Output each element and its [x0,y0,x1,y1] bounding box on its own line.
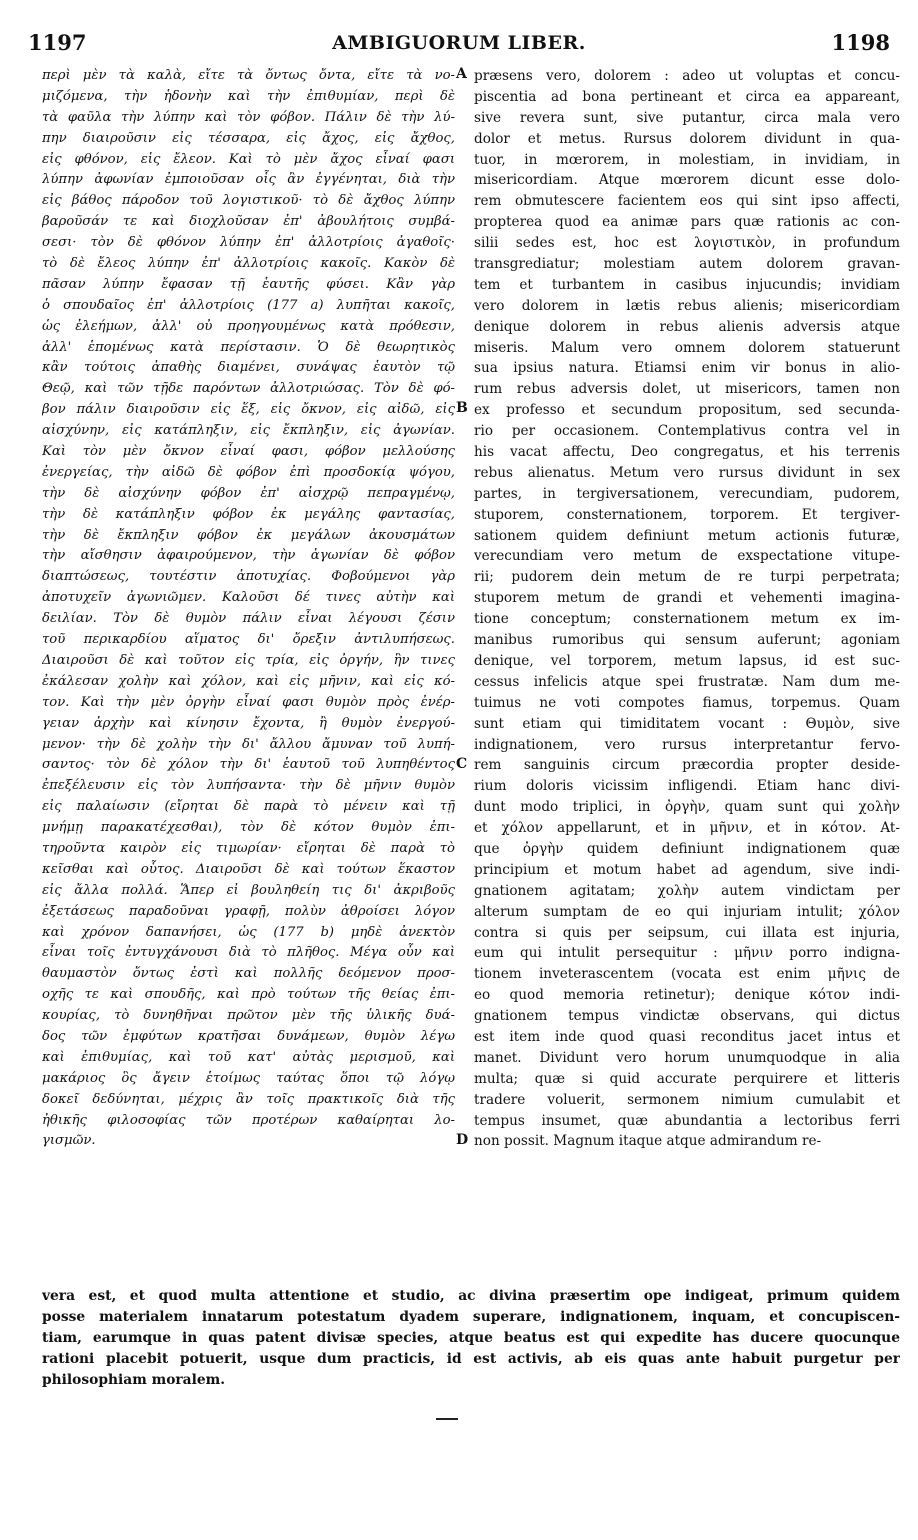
latin-text-line: partes, in tergiversationem, verecundiam, pudorem, [474,485,900,502]
greek-text-line: Διαιροῦσι δὲ καὶ τοῦτον εἰς τρία, εἰς ὀργήν, ἣν τινες [42,652,455,668]
greek-text-line: τὴν δὲ ἔκπληξιν φόβον ἐκ μεγάλων ἀκουσμάτων [42,527,455,543]
greek-text-line: δειλίαν. Τὸν δὲ θυμὸν πάλιν εἶναι λέγουσι ζέσιν [42,611,455,627]
greek-text-line: τηροῦντα καιρὸν εἰς τιμωρίαν· εἴρηται δὲ παρὰ τὸ [42,840,455,856]
margin-marker: B [456,400,468,417]
latin-text-line: his vacat affectu, Deo congregatus, et his terrenis [474,444,900,461]
latin-text-line: eum qui intulit persequitur : μῆνιν porro indigna- [474,945,900,962]
greek-text-line: εἶναι τοῖς ἐντυγχάνουσι διὰ τὸ πλῆθος. Μέγα οὖν καὶ [42,945,455,961]
latin-text-line: tione conceptum; consternationem metum ex im- [474,611,900,628]
latin-text-line: eo quod memoria retinetur); denique κότον indi- [474,987,900,1004]
full-text-line: rationi placebit potuerit, usque dum practicis, id est activis, ab eis quas ante habuit purgetur per [42,1350,900,1367]
latin-text-line: silii sedes est, hoc est λογιστικὸν, in profundum [474,235,900,252]
greek-text-line: τὴν δὲ αἰσχύνην φόβον ἐπ' αἰσχρῷ πεπραγμένῳ, [42,485,455,501]
greek-text-line: ἠθικῆς φιλοσοφίας τῶν προτέρων καθαίρηται λο- [42,1112,455,1128]
greek-text-line: ἐπεξέλευσιν εἰς τὸν λυπήσαντα· τὴν δὲ μῆνιν θυμὸν [42,778,455,794]
latin-text-line: verecundiam vero metum de exspectatione vitupe- [474,548,900,565]
greek-text-line: καὶ χρόνον δαπανήσει, ὡς (177 b) μηδὲ ἀνεκτὸν [42,924,455,940]
latin-text-line: rii; pudorem dein metum de re turpi perpetrata; [474,569,900,586]
greek-text-line: Καὶ τὸν μὲν ὄκνον εἶναί φασι, φόβον μελλούσης [42,444,455,460]
latin-text-line: piscentia ad bona pertineant et circa ea appareant, [474,88,900,105]
latin-text-line: manet. Dividunt vero horum unumquodque in alia [474,1049,900,1066]
greek-text-line: μνήμῃ παρακατέχεσθαι), τὸν δὲ κότον θυμὸν ἐπι- [42,820,455,836]
latin-text-line: tradere voluerit, sermonem nimium cumulabit et [474,1091,900,1108]
latin-text-line: rio per occasionem. Contemplativus contra vel in [474,423,900,440]
greek-column [42,66,455,1152]
greek-text-line: αἰσχύνην, εἰς κατάπληξιν, εἰς ἔκπληξιν, εἰς ἀγωνίαν. [42,423,455,439]
latin-text-line: misericordiam. Atque mœrorem dicunt esse dolo- [474,172,900,189]
greek-text-line: περὶ μὲν τὰ καλὰ, εἴτε τὰ ὄντως ὄντα, εἴτε τὰ νο- [42,68,455,83]
running-title: AMBIGUORUM LIBER. [332,32,586,54]
greek-text-line: διαπτώσεως, τουτέστιν ἀποτυχίας. Φοβούμενοι γὰρ [42,569,455,585]
latin-text-line: et χόλον appellarunt, et in μῆνιν, et in κότον. At- [474,820,900,837]
latin-text-line: sive revera sunt, sive putantur, circa mala vero [474,109,900,126]
greek-text-line: δοκεῖ δεδύνηται, μέχρις ἂν τοῖς πρακτικοῖς διὰ τῆς [42,1091,455,1107]
greek-text-line: οχῆς τε καὶ σπουδῆς, καὶ πρὸ τούτων τῆς θείας ἐπι- [42,987,455,1003]
greek-text-line: εἰς βάθος πάροδον τοῦ λογιστικοῦ· τὸ δὲ ἄχθος λύπην [42,193,455,209]
latin-text-line: non possit. Magnum itaque atque admirandum re- [474,1133,822,1150]
greek-text-line: λύπην ἀφωνίαν ἐμποιοῦσαν οἷς ἂν ἐγγένηται, διὰ τὴν [42,172,455,188]
page-number-right: 1198 [831,30,890,55]
latin-text-line: alterum sumptam de eo qui injuriam intulit; χόλον [474,903,900,920]
greek-text-line: τοῦ περικαρδίου αἵματος δι' ὄρεξιν ἀντιλυπήσεως. [42,632,455,648]
page-header [28,30,890,58]
latin-text-line: gnationem tempus vindictæ observans, qui dictus [474,1008,900,1025]
greek-text-line: εἰς ἄλλα πολλά. Ἅπερ εἰ βουληθείη τις δι' ἀκριβοῦς [42,882,455,898]
greek-text-line: τὴν δὲ κατάπληξιν φόβον ἐκ μεγάλης φαντασίας, [42,506,455,522]
latin-text-line: sua ipsius natura. Etiamsi enim vir bonus in alio- [474,360,900,377]
latin-text-line: rem obmutescere facientem eos qui sint ipso affecti, [474,193,900,210]
greek-text-line: ἐκάλεσαν χολὴν καὶ χόλον, καὶ εἰς μῆνιν, καὶ εἰς κό- [42,673,455,689]
greek-text-line: Θεῷ, καὶ τῶν τῇδε παρόντων ἀλλοτριώσας. Τὸν δὲ φό- [42,381,455,397]
greek-text-line: μενον· τὴν δὲ χολὴν τὴν δι' ἄλλου ἄμυναν τοῦ λυπή- [42,736,455,752]
greek-text-line: πᾶσαν λύπην ἔφασαν τῇ ἑαυτῆς φύσει. Κἂν γὰρ [42,276,455,292]
latin-text-line: præsens vero, dolorem : adeo ut voluptas et concu- [474,68,900,84]
greek-text-line: σαντος· τὸν δὲ χόλον τὴν δι' ἑαυτοῦ τοῦ λυπηθέντος [42,757,455,773]
latin-text-line: gnationem agitatam; χολὴν autem vindictam per [474,882,900,899]
latin-text-line: tuimus ne voti compotes fiamus, torpemus. Quam [474,694,900,711]
greek-text-line: γισμῶν. [42,1133,96,1149]
latin-text-line: rum rebus adversis dolet, ut misericors, tamen non [474,381,900,398]
latin-text-line: tionem inveterascentem (vocata est enim μῆνις de [474,966,900,983]
latin-text-line: ex professo et secundum propositum, sed secunda- [474,402,900,419]
greek-text-line: ἐξετάσεως παραδοῦναι γραφῇ, πολὺν ἀθροίσει λόγον [42,903,455,919]
greek-text-line: ἐνεργείας, τὴν αἰδῶ δὲ φόβον ἐπὶ προσδοκίᾳ ψόγου, [42,464,455,480]
latin-text-line: principium et motum habet ad agendum, sive indi- [474,861,900,878]
latin-text-line: denique dolorem in rebus alienis adversis atque [474,318,900,335]
greek-text-line: ἀλλ' ἑπομένως κατὰ περίστασιν. Ὁ δὲ θεωρητικὸς [42,339,455,355]
latin-text-line: stuporem, consternationem, torporem. Et tergiver- [474,506,900,523]
latin-text-line: contra si quis per seipsum, cui illata est injuria, [474,924,900,941]
greek-text-line: βαροῦσάν τε καὶ διοχλοῦσαν ἐπ' ἀβουλήτοις συμβά- [42,214,455,230]
full-width-paragraph [42,1286,900,1390]
latin-text-line: sunt etiam qui timiditatem vocant : Θυμὸν, sive [474,715,900,732]
full-text-line: vera est, et quod multa attentione et studio, ac divina præsertim ope indigeat, primum quidem [42,1288,900,1304]
latin-text-line: rebus alienatus. Metum vero rursus dividunt in sex [474,464,900,481]
greek-text-line: πην διαιροῦσιν εἰς τέσσαρα, εἰς ἄχος, εἰς ἄχθος, [42,130,455,146]
greek-text-line: βον πάλιν διαιροῦσιν εἰς ἕξ, εἰς ὄκνον, εἰς αἰδῶ, εἰς [42,402,455,418]
greek-text-line: σεσι· τὸν δὲ φθόνον λύπην ἐπ' ἀλλοτρίοις ἀγαθοῖς· [42,235,455,251]
latin-text-line: multa; quæ si quid accurate perquirere et litteris [474,1070,900,1087]
end-rule [436,1418,458,1420]
greek-text-line: μιζόμενα, τὴν ἡδονὴν καὶ τὴν ἐπιθυμίαν, περὶ δὲ [42,88,455,104]
page-number-left: 1197 [28,30,87,55]
margin-marker: A [456,66,467,82]
latin-text-line: miseris. Malum vero omnem dolorem statuerunt [474,339,900,356]
greek-text-line: κἂν τούτοις ἀπαθὴς διαμένει, συνάψας ἑαυτὸν τῷ [42,360,455,376]
latin-column [474,66,900,1152]
latin-text-line: est item inde quod quasi reconditus jacet intus et [474,1028,900,1045]
greek-text-line: δος τῶν ἐμφύτων κρατῆσαι δυνάμεων, θυμὸν λέγω [42,1028,455,1044]
greek-text-line: τὰ φαῦλα τὴν λύπην καὶ τὸν φόβον. Πάλιν δὲ τὴν λύ- [42,109,455,125]
greek-text-line: μακάριος ὃς ἄγειν ἑτοίμως ταύτας ὅποι τῷ λόγῳ [42,1070,455,1086]
greek-text-line: ἀποτυχεῖν ἀγωνιῶμεν. Καλοῦσι δέ τινες αὐτὴν καὶ [42,590,455,606]
latin-text-line: rem sanguinis circum præcordia propter deside- [474,757,900,774]
latin-text-line: vero dolorem in lætis rebus alienis; misericordiam [474,297,900,314]
margin-marker: C [456,755,468,772]
greek-text-line: θαυμαστὸν ὄντως ἐστὶ καὶ πολλῆς δεόμενον προσ- [42,966,455,982]
margin-marker: D [456,1131,469,1148]
latin-text-line: sationem quidem definiunt metum actionis futuræ, [474,527,900,544]
latin-text-line: que ὀργὴν quidem definiunt indignationem quæ [474,840,900,857]
latin-text-line: dunt modo triplici, in ὀργὴν, quam sunt qui χολὴν [474,799,900,816]
greek-text-line: τὴν αἴσθησιν ἀφαιρούμενον, τὴν ἀγωνίαν δὲ φόβον [42,548,455,564]
latin-text-line: tempus insumet, quæ abundantia a lectoribus ferri [474,1112,900,1129]
latin-text-line: tuor, in mœrorem, in molestiam, in invidiam, in [474,151,900,168]
full-text-line: tiam, earumque in quas patent divisæ species, atque beatus est qui expedite has ducere quocunque [42,1329,900,1346]
greek-text-line: κεῖσθαι καὶ οὗτος. Διαιροῦσι δὲ καὶ τούτων ἕκαστον [42,861,455,877]
latin-text-line: indignationem, vero rursus interpretantur fervo- [474,736,900,753]
latin-text-line: tem et turbantem in casibus injucundis; invidiam [474,276,900,293]
latin-text-line: dolor et metus. Rursus dolorem dividunt in qua- [474,130,900,147]
greek-text-line: ὡς ἐλεήμων, ἀλλ' οὐ προηγουμένως κατὰ πρόθεσιν, [42,318,455,334]
full-text-line: posse materialem innatarum potestatum dyadem superare, indignationem, inquam, et concupiscen- [42,1308,900,1325]
latin-text-line: denique, vel torporem, metum lapsus, id est suc- [474,652,900,669]
full-text-line: philosophiam moralem. [42,1371,226,1388]
latin-text-line: propterea quod ea animæ pars quæ rationis ac con- [474,214,900,231]
latin-text-line: manibus rumoribus qui sensum auferunt; agoniam [474,632,900,649]
latin-text-line: transgrediatur; molestiam autem dolorem gravan- [474,256,900,273]
greek-text-line: εἰς φθόνον, εἰς ἔλεον. Καὶ τὸ μὲν ἄχος εἶναί φασι [42,151,455,167]
greek-text-line: τον. Καὶ τὴν μὲν ὀργὴν εἶναί φασι θυμὸν πρὸς ἐνέρ- [42,694,455,710]
greek-text-line: καὶ ἐπιθυμίας, καὶ τοῦ κατ' αὐτὰς μερισμοῦ, καὶ [42,1049,455,1065]
greek-text-line: ὁ σπουδαῖος ἐπ' ἀλλοτρίοις (177 a) λυπῆται κακοῖς, [42,297,455,313]
greek-text-line: γειαν ἀρχὴν καὶ κίνησιν ἔχοντα, ἢ θυμὸν ἐνεργού- [42,715,455,731]
greek-text-line: κουρίας, τὸ δυνηθῆναι πρῶτον μὲν τῆς ὑλικῆς δυά- [42,1008,455,1024]
greek-text-line: τὸ δὲ ἔλεος λύπην ἐπ' ἀλλοτρίοις κακοῖς. Κακὸν δὲ [42,256,455,272]
greek-text-line: εἰς παλαίωσιν (εἴρηται δὲ παρὰ τὸ μένειν καὶ τῇ [42,799,455,815]
latin-text-line: rium doloris vicissim infligendi. Etiam hanc divi- [474,778,900,795]
latin-text-line: cessus infelicis atque spei frustratæ. Nam dum me- [474,673,900,690]
latin-text-line: stuporem metum de grandi et vehementi imagina- [474,590,900,607]
